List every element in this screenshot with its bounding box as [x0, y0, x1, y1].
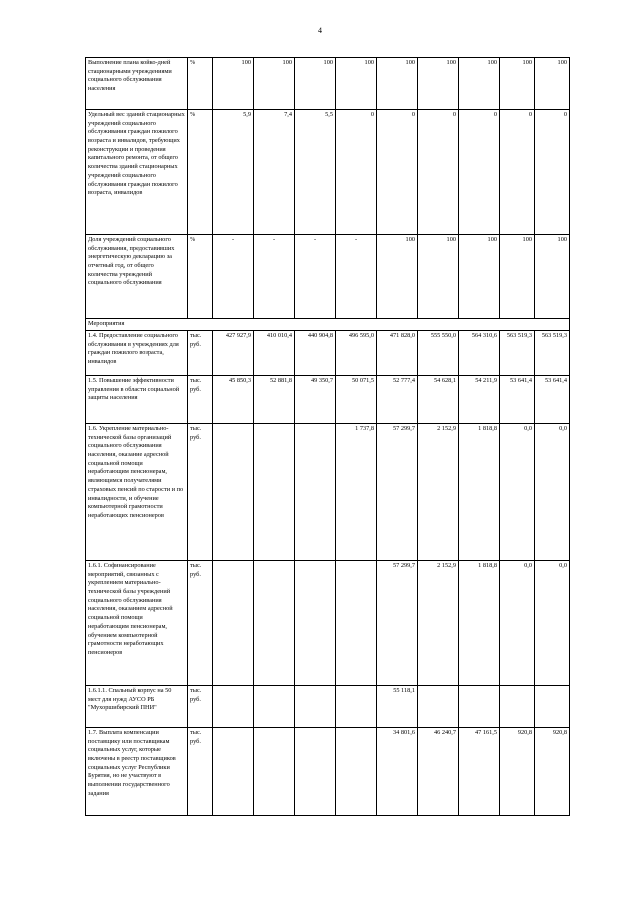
value-cell: 34 801,6 — [377, 728, 418, 816]
unit-cell: % — [188, 110, 213, 235]
table-row — [86, 424, 570, 561]
value-cell: 57 299,7 — [377, 424, 418, 561]
value-cell: 0 — [500, 110, 535, 235]
table-body — [86, 58, 570, 816]
value-cell: 52 881,8 — [254, 376, 295, 424]
value-cell: 2 152,9 — [418, 561, 459, 686]
value-cell: 563 519,3 — [500, 331, 535, 376]
value-cell: 2 152,9 — [418, 424, 459, 561]
indicator-name: 1.6.1. Софинансирование мероприятий, связанных с укреплением материально-технической базы учреждений социального обслуживания населения, оказанием адресной социальной помощи неработающим пенсионерам, обучением компьютерной грамотности неработающих пенсионеров — [86, 561, 188, 686]
value-cell: 563 519,3 — [535, 331, 570, 376]
indicator-name: 1.6. Укрепление материально-технической базы организаций социального обслуживания населения, оказание адресной социальной помощи неработающим пенсионерам, являющимся получателями страховых пенсий по старости и по инвалидности, и обучение компьютерной грамотности неработающих пенсионеров — [86, 424, 188, 561]
value-cell — [295, 728, 336, 816]
value-cell — [336, 561, 377, 686]
unit-cell: тыс. руб. — [188, 686, 213, 728]
value-cell — [295, 561, 336, 686]
value-cell: 410 010,4 — [254, 331, 295, 376]
value-cell: 100 — [295, 58, 336, 110]
value-cell: 555 550,0 — [418, 331, 459, 376]
page-number: 4 — [318, 26, 322, 35]
value-cell — [295, 424, 336, 561]
value-cell: 1 818,8 — [459, 424, 500, 561]
value-cell: 5,9 — [213, 110, 254, 235]
indicator-name: Доля учреждений социального обслуживания, предоставивших энергетическую декларацию за отчетный год, от общего количества учреждений социального обслуживания — [86, 235, 188, 319]
table-row — [86, 686, 570, 728]
value-cell: 0 — [535, 110, 570, 235]
table-row — [86, 110, 570, 235]
value-cell: 100 — [535, 58, 570, 110]
value-cell: 100 — [535, 235, 570, 319]
table-row — [86, 561, 570, 686]
unit-cell: тыс. руб. — [188, 376, 213, 424]
value-cell: 920,8 — [535, 728, 570, 816]
indicator-name: 1.7. Выплата компенсации поставщику или поставщикам социальных услуг, которые включены в реестр поставщиков социальных услуг Республики Бурятия, но не участвуют в выполнении государственного задания — [86, 728, 188, 816]
value-cell: 100 — [213, 58, 254, 110]
value-cell: 55 118,1 — [377, 686, 418, 728]
value-cell — [459, 686, 500, 728]
indicator-name: Выполнение плана койко-дней стационарными учреждениями социального обслуживания населения — [86, 58, 188, 110]
table-row — [86, 235, 570, 319]
value-cell: 100 — [459, 235, 500, 319]
value-cell — [254, 424, 295, 561]
table-row — [86, 728, 570, 816]
value-cell — [254, 686, 295, 728]
value-cell: 0 — [377, 110, 418, 235]
value-cell: 100 — [336, 58, 377, 110]
value-cell — [418, 686, 459, 728]
value-cell: - — [254, 235, 295, 319]
value-cell: 0,0 — [500, 424, 535, 561]
value-cell: 100 — [377, 58, 418, 110]
value-cell — [213, 561, 254, 686]
unit-cell: тыс. руб. — [188, 561, 213, 686]
value-cell: 100 — [418, 58, 459, 110]
section-row — [86, 319, 570, 331]
value-cell: 0,0 — [535, 424, 570, 561]
table-row — [86, 331, 570, 376]
value-cell: 0,0 — [500, 561, 535, 686]
value-cell: 920,8 — [500, 728, 535, 816]
indicator-name: Удельный вес зданий стационарных учреждений социального обслуживания граждан пожилого возраста и инвалидов, требующих реконструкции и проведения капитального ремонта, от общего количества зданий стационарных учреждений социального обслуживания граждан пожилого возраста, инвалидов — [86, 110, 188, 235]
value-cell: 45 850,3 — [213, 376, 254, 424]
value-cell — [336, 686, 377, 728]
value-cell — [254, 561, 295, 686]
value-cell: 100 — [500, 58, 535, 110]
indicator-name: 1.6.1.1. Спальный корпус на 50 мест для нужд АУСО РБ "Мухоршибирский ПНИ" — [86, 686, 188, 728]
value-cell — [213, 728, 254, 816]
indicator-name: 1.5. Повышение эффективности управления в области социальной защиты населения — [86, 376, 188, 424]
value-cell: 100 — [254, 58, 295, 110]
value-cell: 57 299,7 — [377, 561, 418, 686]
value-cell: 0,0 — [535, 561, 570, 686]
value-cell — [535, 686, 570, 728]
table-row — [86, 58, 570, 110]
value-cell: 1 737,8 — [336, 424, 377, 561]
value-cell: 54 211,9 — [459, 376, 500, 424]
value-cell: 53 641,4 — [535, 376, 570, 424]
value-cell: 496 595,0 — [336, 331, 377, 376]
value-cell — [254, 728, 295, 816]
value-cell: 50 071,5 — [336, 376, 377, 424]
value-cell: 0 — [336, 110, 377, 235]
value-cell: - — [295, 235, 336, 319]
value-cell — [500, 686, 535, 728]
value-cell: 440 904,8 — [295, 331, 336, 376]
value-cell: 100 — [377, 235, 418, 319]
unit-cell: % — [188, 58, 213, 110]
unit-cell: % — [188, 235, 213, 319]
value-cell — [295, 686, 336, 728]
value-cell: 0 — [418, 110, 459, 235]
unit-cell: тыс. руб. — [188, 424, 213, 561]
value-cell: 564 310,6 — [459, 331, 500, 376]
indicator-name: 1.4. Предоставление социального обслуживания в учреждениях для граждан пожилого возраста, инвалидов — [86, 331, 188, 376]
value-cell — [213, 686, 254, 728]
value-cell: 100 — [500, 235, 535, 319]
value-cell: - — [213, 235, 254, 319]
value-cell: 47 161,5 — [459, 728, 500, 816]
table-row — [86, 376, 570, 424]
value-cell: 5,5 — [295, 110, 336, 235]
value-cell: 54 628,1 — [418, 376, 459, 424]
value-cell: 100 — [459, 58, 500, 110]
value-cell: 100 — [418, 235, 459, 319]
section-title: Мероприятия — [86, 319, 570, 331]
value-cell: 53 641,4 — [500, 376, 535, 424]
value-cell: 0 — [459, 110, 500, 235]
value-cell: 7,4 — [254, 110, 295, 235]
value-cell: 49 350,7 — [295, 376, 336, 424]
value-cell: 471 828,0 — [377, 331, 418, 376]
value-cell: 427 927,9 — [213, 331, 254, 376]
unit-cell: тыс. руб. — [188, 331, 213, 376]
indicators-table — [85, 57, 570, 816]
value-cell — [336, 728, 377, 816]
value-cell: - — [336, 235, 377, 319]
value-cell: 46 240,7 — [418, 728, 459, 816]
value-cell: 52 777,4 — [377, 376, 418, 424]
value-cell — [213, 424, 254, 561]
unit-cell: тыс. руб. — [188, 728, 213, 816]
value-cell: 1 818,8 — [459, 561, 500, 686]
